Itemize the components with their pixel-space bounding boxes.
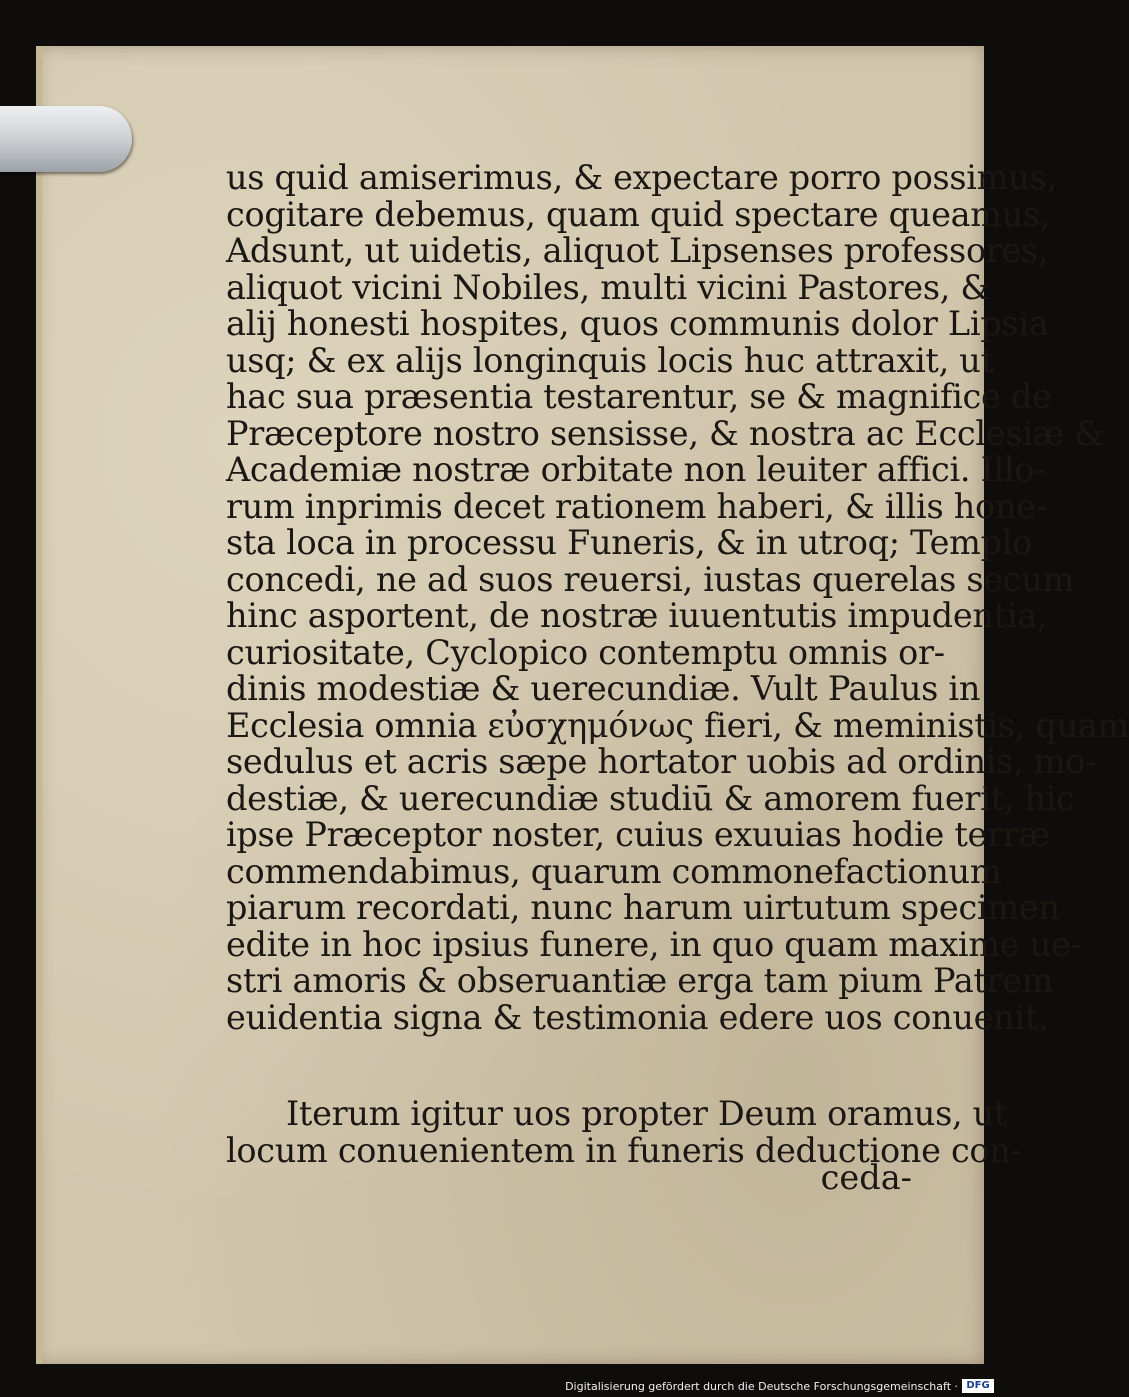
text-line: locum conuenientem in funeris deductione con- <box>226 1130 1022 1170</box>
text-line: piarum recordati, nunc harum uirtutum specimen <box>226 888 1060 927</box>
text-line: sedulus et acris sæpe hortator uobis ad ordinis, mo- <box>226 742 1097 781</box>
text-line: us quid amiserimus, & expectare porro possimus, <box>226 158 1057 197</box>
text-line: Ecclesia omnia εὐσχημόνως fieri, & meministis, quam <box>226 705 1129 745</box>
catchword: ceda- <box>820 1158 912 1197</box>
text-line: cogitare debemus, quam quid spectare queamus, <box>226 194 1051 234</box>
page-clip <box>0 106 132 172</box>
text-line: rum inprimis decet rationem haberi, & illis hone- <box>226 486 1047 526</box>
text-line: alij honesti hospites, quos communis dolor Lipsia <box>226 304 1049 343</box>
text-line: Academiæ nostræ orbitate non leuiter affici. Illo- <box>226 450 1046 489</box>
text-line: usq; & ex alijs longinquis locis huc attraxit, ut <box>226 340 994 380</box>
page-edge <box>36 46 42 1364</box>
text-line: dinis modestiæ & uerecundiæ. Vult Paulus in <box>226 669 981 708</box>
text-line: hac sua præsentia testarentur, se & magnifice de <box>226 377 1052 416</box>
footer-bar <box>0 1377 1000 1397</box>
text-line: destiæ, & uerecundiæ studiū & amorem fuerit, hic <box>226 778 1075 818</box>
text-line: euidentia signa & testimonia edere uos conuenit. <box>226 997 1049 1037</box>
text-line: hinc asportent, de nostræ iuuentutis impudentia, <box>226 596 1048 635</box>
text-line: concedi, ne ad suos reuersi, iustas querelas secum <box>226 559 1074 599</box>
text-line: aliquot vicini Nobiles, multi vicini Pastores, & <box>226 267 990 307</box>
dfg-logo: DFG <box>962 1379 994 1393</box>
text-line: curiositate, Cyclopico contemptu omnis or- <box>226 632 945 672</box>
text-line: edite in hoc ipsius funere, in quo quam maxime ue- <box>226 924 1082 964</box>
text-line: Præceptore nostro sensisse, & nostra ac Ecclesiæ & <box>226 413 1104 453</box>
text-line: Adsunt, ut uidetis, aliquot Lipsenses professores, <box>226 231 1049 270</box>
text-line: commendabimus, quarum commonefactionum <box>226 851 1002 891</box>
footer-text: Digitalisierung gefördert durch die Deutsche Forschungsgemeinschaft · <box>565 1380 958 1393</box>
text-block <box>226 158 1129 1170</box>
text-line: sta loca in processu Funeris, & in utroq; Templo <box>226 523 1033 562</box>
text-line: stri amoris & obseruantiæ erga tam pium Patrem <box>226 961 1054 1000</box>
text-line: ipse Præceptor noster, cuius exuuias hodie terræ <box>226 815 1050 854</box>
text-line: Iterum igitur uos propter Deum oramus, ut <box>286 1094 1008 1133</box>
